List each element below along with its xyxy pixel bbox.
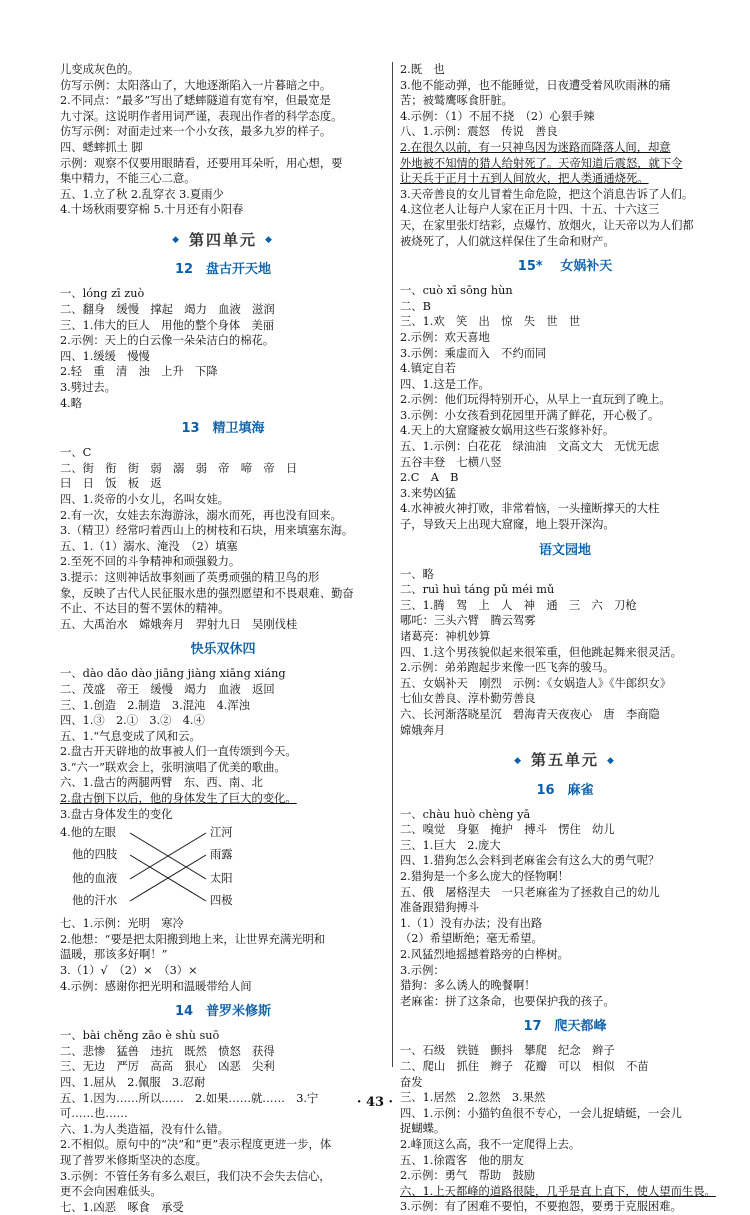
answer-line: 3.（1）√ （2）× （3）× (60, 964, 198, 978)
unit-title: ◆ 第五单元 ◆ (400, 750, 730, 771)
answer-line: 嫦娥奔月 (400, 723, 446, 737)
answer-line: 一、chàu huò chèng yā (400, 807, 531, 821)
answer-line: 2.既 也 (400, 63, 445, 76)
answer-line: 五、1.立了秋 2.乱穿衣 3.夏雨少 (60, 187, 224, 201)
answer-line: 温暖，那该多好啊！” (60, 948, 168, 962)
answer-line: 2.有一次，女娃去东海游泳，溺水而死，再也没有回来。 (60, 508, 342, 522)
answer-line: 4.镇定自若 (400, 362, 456, 376)
answer-line: 哪吒：三头六臂 腾云驾雾 (400, 614, 536, 628)
answer-line: 老麻雀：拼了这条命，也要保护我的孩子。 (400, 994, 615, 1008)
lesson-title: 快乐双休四 (190, 642, 256, 658)
answer-line: 五、女娲补天 刚烈 示例：《女娲造人》《牛郎织女》 (400, 676, 672, 690)
answer-line: 3.示例： (400, 963, 445, 977)
answer-line: 2.盘古倒下以后，他的身体发生了巨大的变化。 (60, 792, 297, 806)
answer-line: 四、1.屈从 2.佩服 3.忍耐 (60, 1076, 206, 1089)
answer-line: 三、无边 严厉 高高 狠心 凶恶 尖利 (60, 1060, 275, 1074)
answer-line: 一、略 (400, 567, 434, 581)
match-right-item: 江河 (210, 826, 233, 840)
answer-line: 3.提示：这则神话故事刻画了英勇顽强的精卫鸟的形 (60, 570, 320, 584)
answer-line: （2）希望断绝；毫无希望。 (400, 932, 543, 946)
answer-line: 三、1.居然 2.忽然 3.果然 (400, 1091, 546, 1105)
answer-line: 一、C (60, 446, 92, 460)
answer-line: 五、1.（1）溺水、淹没 （2）填塞 (60, 539, 238, 553)
answer-line: 五、1.因为……所以…… 2.如果……就…… 3.宁 (60, 1091, 319, 1105)
answer-line: 五、1.徐霞客 他的朋友 (400, 1153, 524, 1167)
answer-line: 象，反映了古代人民征服水患的强烈愿望和不畏艰难、勤奋 (60, 586, 354, 600)
answer-line: 四、1.缓缓 慢慢 (60, 349, 150, 363)
answer-line: 2.示例：弟弟跑起步来像一匹飞奔的骏马。 (400, 661, 615, 675)
column-divider (392, 62, 393, 1067)
answer-line: 2.至死不回的斗争精神和顽强毅力。 (60, 555, 241, 569)
answer-line: 三、1.伟大的巨人 用他的整个身体 美丽 (60, 318, 275, 332)
answer-line: 五、大禹治水 嫦娥奔月 羿射九日 吴刚伐桂 (60, 617, 298, 631)
answer-line: 2.他想：“要是把太阳搬到地上来，让世界充满光明和 (60, 932, 326, 946)
answer-line: 三、1.巨大 2.庞大 (400, 838, 501, 852)
answer-line: 猎狗：多么诱人的晚餐啊！ (400, 979, 536, 993)
answer-line: 一、dào dǎo dào jiāng jiàng xiāng xiáng (60, 667, 286, 681)
answer-line: 3.盘古身体发生的变化 (60, 807, 173, 821)
page-number: · 43 · (356, 1095, 394, 1110)
answer-line: 4.十场秋雨要穿棉 5.十月还有小阳春 (60, 203, 244, 217)
answer-line: 集中精力，不能三心二意。 (60, 172, 196, 186)
answer-line: 3.示例：乘虚而入 不约而同 (400, 346, 547, 360)
answer-line: 4.略 (60, 396, 83, 410)
answer-line: 2.示例：欢天喜地 (400, 330, 490, 344)
answer-line: 奋发 (400, 1075, 423, 1089)
answer-line: 4.示例：感谢你把光明和温暖带给人间 (60, 979, 252, 993)
answer-line: 2.示例：勇气 帮助 鼓励 (400, 1169, 536, 1183)
answer-line: 儿变成灰色的。 (60, 63, 140, 76)
match-left-item: 他的汗水 (72, 894, 118, 908)
answer-line: 4.示例：（1）不屈不挠 （2）心狠手辣 (400, 109, 595, 123)
answer-line: 2.不同点：“最多”写出了蟋蟀隧道有宽有窄，但最宽是 (60, 94, 331, 108)
answer-line: 子，导致天上出现大窟窿，地上裂开深沟。 (400, 518, 615, 532)
answer-line: 四、1.这是工作。 (400, 377, 490, 391)
answer-line: 二、B (400, 299, 431, 313)
answer-line: 3.示例：小女孩看到花园里开满了鲜花，开心极了。 (400, 408, 660, 422)
answer-line: 4.这位老人让每户人家在正月十四、十五、十六这三 (400, 203, 660, 217)
lesson-title: 16 麻雀 (536, 782, 594, 798)
answer-line: 曰 日 饭 板 返 (60, 477, 162, 491)
answer-line: 三、1.创造 2.制造 3.混沌 4.浑浊 (60, 698, 250, 712)
answer-line: 2.轻 重 清 浊 上升 下降 (60, 365, 218, 379)
answer-line: 示例：观察不仅要用眼睛看，还要用耳朵听，用心想，要 (60, 156, 343, 170)
matching-lines (60, 822, 210, 916)
answer-line: 4.天上的大窟窿被女娲用这些石浆修补好。 (400, 424, 615, 438)
answer-line: 苦；被鹫鹰啄食肝脏。 (400, 94, 513, 108)
lesson-title: 12 盘古开天地 (174, 262, 272, 278)
answer-line: 三、1.欢 笑 出 惊 失 世 世 (400, 315, 581, 329)
right-column (400, 62, 730, 1215)
answer-line: 七仙女善良、淳朴勤劳善良 (400, 692, 536, 706)
answer-line: 二、爬山 抓住 辫子 花瓣 可以 相似 不苗 (400, 1059, 649, 1073)
answer-line: 四、1.③ 2.① 3.② 4.④ (60, 714, 205, 728)
match-right-item: 太阳 (210, 872, 233, 886)
answer-line: 二、ruì huì táng pǔ méi mǔ (400, 583, 555, 597)
answer-line: 捉蝴蝶。 (400, 1122, 446, 1136)
answer-line: 仿写示例：对面走过来一个小女孩，最多九岁的样子。 (60, 125, 332, 139)
matching-exercise (60, 822, 386, 916)
answer-line: 二、翻身 缓慢 撑起 竭力 血液 滋润 (60, 303, 275, 317)
match-right-item: 四极 (210, 894, 233, 908)
answer-line: 更不会向困难低头。 (60, 1185, 162, 1199)
match-left-item: 他的四肢 (72, 848, 118, 862)
lesson-title: 语文园地 (538, 542, 591, 558)
left-column (60, 62, 386, 1215)
answer-line: 二、悲惨 猛兽 违抗 既然 愤怒 获得 (60, 1044, 275, 1058)
unit-title: ◆ 第四单元 ◆ (60, 230, 386, 251)
answer-line: 三、1.腾 驾 上 人 神 通 三 六 刀枪 (400, 598, 637, 612)
answer-line: 3.（精卫）经常叼着西山上的树枝和石块，用来填塞东海。 (60, 524, 354, 538)
answer-line: 1.（1）没有办法；没有出路 (400, 916, 543, 930)
answer-line: 现了普罗米修斯坚决的态度。 (60, 1153, 207, 1167)
answer-line: 2.C A B (400, 471, 459, 485)
answer-line: 2.风猛烈地摇撼着路旁的白桦树。 (400, 948, 569, 961)
answer-line: 四、1.示例：小猫钓鱼很不专心，一会儿捉蜻蜓，一会儿 (400, 1106, 682, 1120)
answer-line: 七、1.凶恶 啄食 承受 (60, 1200, 184, 1214)
answer-line: 四、1.这个男孩貌似起来很笨重，但他跳起舞来很灵活。 (400, 645, 682, 659)
answer-line: 一、lóng zī zuò (60, 287, 145, 301)
answer-line: 不止、不达目的誓不罢休的精神。 (60, 602, 230, 616)
answer-line: 八、1.示例：震怒 传说 善良 (400, 125, 558, 139)
answer-line: 九寸深。这说明作者用词严谨，表现出作者的科学态度。 (60, 109, 343, 123)
answer-line: 被烧死了，人们就这样保住了生命和财产。 (400, 234, 615, 248)
answer-line: 六、1.盘古的两腿两臂 东、西、南、北 (60, 776, 263, 790)
answer-line: 四、蟋蟀抓土 脚 (60, 140, 143, 154)
lesson-title: 13 精卫填海 (181, 421, 265, 437)
answer-line: 六、长河渐落晓星沉 碧海青天夜夜心 唐 李商隐 (400, 707, 660, 721)
answer-line: 仿写示例：太阳落山了，大地逐渐陷入一片暮暗之中。 (60, 78, 332, 92)
match-right-item: 雨露 (210, 848, 233, 862)
answer-line: 二、街 衔 街 弱 溺 弱 帝 啼 帝 日 (60, 461, 298, 475)
match-left-item: 4.他的左眼 (60, 826, 116, 840)
answer-line: 五、1.示例：白花花 绿油油 文高文大 无忧无虑 (400, 440, 660, 454)
answer-line: 2.盘古开天辟地的故事被人们一直传颂到今天。 (60, 745, 297, 759)
answer-line: 六、1.为人类造福，没有什么错。 (60, 1122, 229, 1136)
answer-line: 3.“六一”联欢会上，张明演唱了优美的歌曲。 (60, 760, 286, 774)
answer-line: 3.示例：不管任务有多么艰巨，我们决不会失去信心， (60, 1169, 331, 1183)
answer-line: 让天兵于正月十五到人间放火，把人类通通烧死。 (400, 172, 649, 186)
answer-line: 二、茂盛 帝王 缓慢 竭力 血液 返回 (60, 682, 275, 696)
answer-line: 3.示例：有了困难不要怕，不要抱怨，要勇于克服困难。 (400, 1200, 682, 1214)
answer-line: 六、1.上天都峰的道路很陡，几乎是直上直下，使人望而生畏。 (400, 1184, 716, 1198)
answer-line: 3.来势凶猛 (400, 486, 456, 500)
answer-line: 一、cuò xī sōng hùn (400, 284, 513, 298)
answer-line: 五、俄 屠格涅夫 一只老麻雀为了拯救自己的幼儿 (400, 885, 660, 899)
answer-line: 四、1.炎帝的小女儿，名叫女娃。 (60, 492, 229, 506)
answer-line: 2.示例：天上的白云像一朵朵洁白的棉花。 (60, 334, 275, 348)
answer-line: 五、1.“气息变成了风和云。 (60, 729, 201, 743)
answer-line: 准备跟猎狗搏斗 (400, 901, 480, 915)
answer-line: 3.天帝善良的女儿冒着生命危险，把这个消息告诉了人们。 (400, 187, 694, 201)
answer-line: 3.他不能动弹，也不能睡觉，日夜遭受着风吹雨淋的痛 (400, 78, 671, 92)
lesson-title: 15* 女娲补天 (517, 259, 613, 275)
answer-line: 3.劈过去。 (60, 381, 116, 394)
answer-line: 2.示例：他们玩得特别开心，从早上一直玩到了晚上。 (400, 393, 671, 407)
answer-line: 二、嗅觉 身躯 掩护 搏斗 愣住 幼儿 (400, 823, 615, 837)
answer-line: 五谷丰登 七横八竖 (400, 455, 502, 469)
answer-line: 可……也…… (60, 1107, 128, 1121)
answer-line: 一、石级 铁链 颤抖 攀爬 纪念 辫子 (400, 1044, 615, 1058)
answer-line: 2.猎狗是一个多么庞大的怪物啊！ (400, 870, 569, 884)
lesson-title: 14 普罗米修斯 (174, 1004, 272, 1020)
answer-line: 2.不相似。原句中的“决”和“更”表示程度更进一步，体 (60, 1138, 332, 1152)
answer-line: 外地被不知情的猎人给射死了。天帝知道后震怒，就下令 (400, 156, 683, 170)
answer-line: 七、1.示例：光明 寒冷 (60, 917, 184, 931)
lesson-title: 17 爬天都峰 (523, 1019, 607, 1035)
answer-line: 天，在家里张灯结彩，点爆竹、放烟火，让天帝以为人们都 (400, 218, 694, 232)
answer-line: 诸葛亮：神机妙算 (400, 630, 491, 643)
answer-line: 一、bài chěng zāo è shù suō (60, 1029, 220, 1043)
answer-line: 2.峰顶这么高，我不一定爬得上去。 (400, 1137, 581, 1151)
answer-line: 2.在很久以前，有一只神鸟因为迷路而降落人间，却意 (400, 140, 671, 154)
match-left-item: 他的血液 (72, 872, 118, 886)
answer-line: 四、1.猎狗怎么会料到老麻雀会有这么大的勇气呢？ (400, 854, 660, 868)
answer-line: 4.水神被火神打败，非常着恼，一头撞断撑天的大柱 (400, 502, 660, 516)
